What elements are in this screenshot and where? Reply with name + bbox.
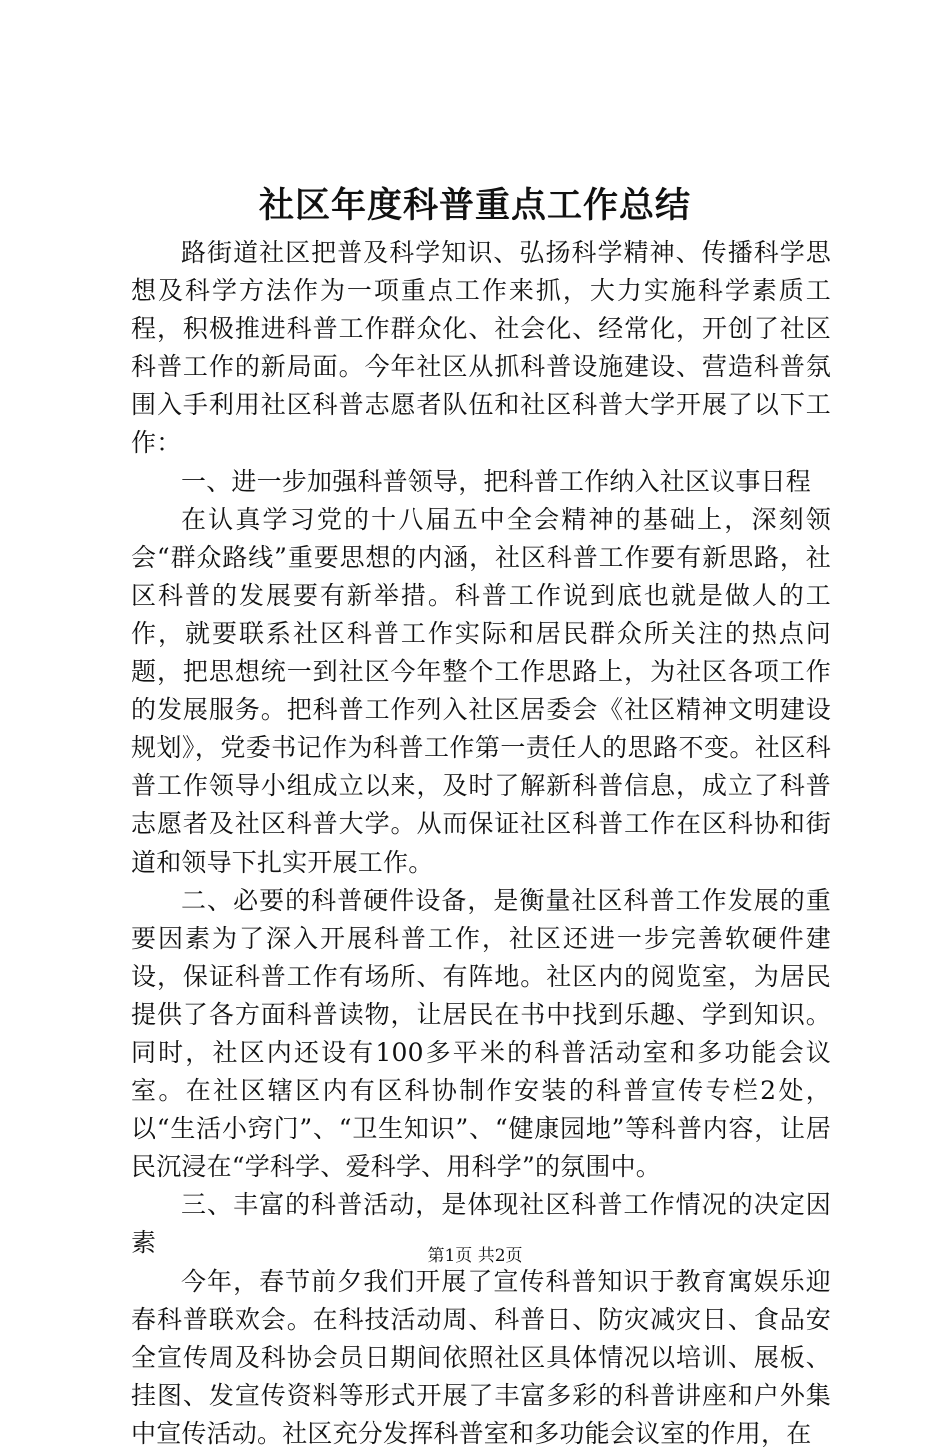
section-heading-3: 三、丰富的科普活动，是体现社区科普工作情况的决定因素 [131, 1190, 831, 1258]
paragraph-section-2: 二、必要的科普硬件设备，是衡量社区科普工作发展的重要因素为了深入开展科普工作，社区还进一步完善软硬件建设，保证科普工作有场所、有阵地。社区内的阅览室，为居民提供了各方面科普读物，让居民在书中找到乐趣、学到知识。同时，社区内还设有100多平米的科普活动室和多功能会议室。在社区辖区内有区科协制作安装的科普宣传专栏2处，以“生活小窍门”、“卫生知识”、“健康园地”等科普内容，让居民沉浸在“学科学、爱科学、用科学”的氛围中。 [131, 885, 831, 1182]
paragraph-intro: 路街道社区把普及科学知识、弘扬科学精神、传播科学思想及科学方法作为一项重点工作来抓，大力实施科学素质工程，积极推进科普工作群众化、社会化、经常化，开创了社区科普工作的新局面。今年社区从抓科普设施建设、营造科普氛围入手利用社区科普志愿者队伍和社区科普大学开展了以下工作： [131, 238, 831, 458]
section-heading-1: 一、进一步加强科普领导，把科普工作纳入社区议事日程 [181, 466, 812, 496]
paragraph-section-1: 在认真学习党的十八届五中全会精神的基础上，深刻领会“群众路线”重要思想的内涵，社区科普工作要有新思路，社区科普的发展要有新举措。科普工作说到底也就是做人的工作，就要联系社区科普工作实际和居民群众所关注的热点问题，把思想统一到社区今年整个工作思路上，为社区各项工作的发展服务。把科普工作列入社区居委会《社区精神文明建设规划》，党委书记作为科普工作第一责任人的思路不变。社区科普工作领导小组成立以来，及时了解新科普信息，成立了科普志愿者及社区科普大学。从而保证社区科普工作在区科协和街道和领导下扎实开展工作。 [131, 504, 831, 877]
page-footer: 第1页 共2页 [427, 1246, 523, 1266]
document-title: 社区年度科普重点工作总结 [258, 185, 691, 226]
document-body [131, 234, 831, 1453]
paragraph-section-3: 今年，春节前夕我们开展了宣传科普知识于教育寓娱乐迎春科普联欢会。在科技活动周、科普日、防灾减灾日、食品安全宣传周及科协会员日期间依照社区具体情况以培训、展板、挂图、发宣传资料等形式开展了丰富多彩的科普讲座和户外集中宣传活动。社区充分发挥科普室和多功能会议室的作用，在 [131, 1266, 831, 1448]
